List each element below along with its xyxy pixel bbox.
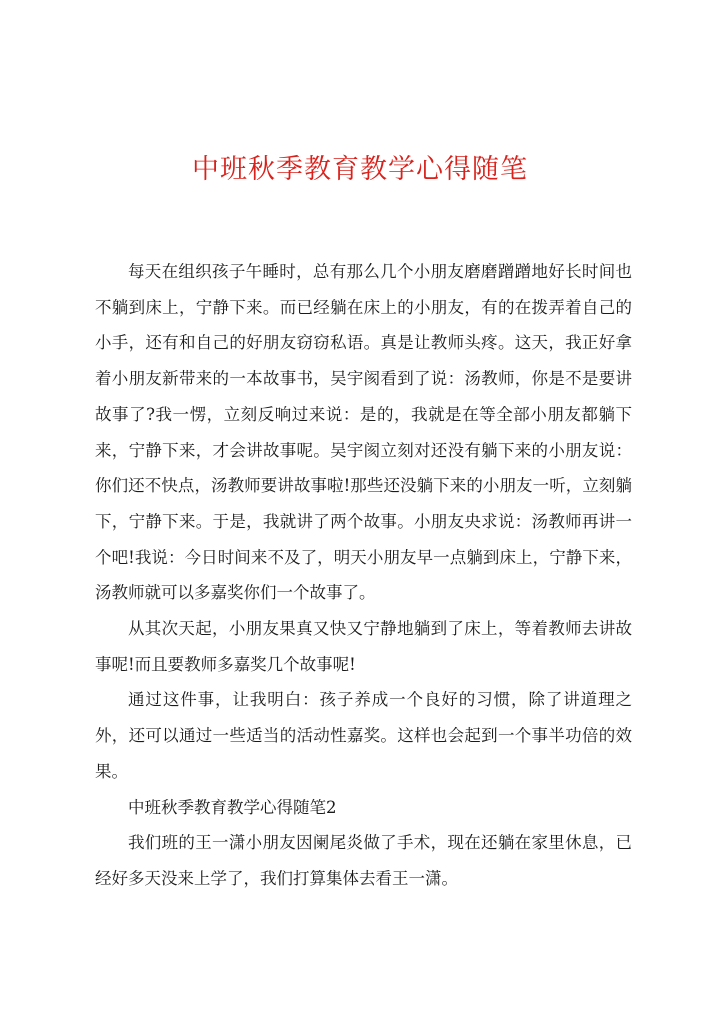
section-heading: 中班秋季教育教学心得随笔2 — [128, 797, 337, 817]
paragraph: 从其次天起，小朋友果真又快又宁静地躺到了床上，等着教师去讲故事呢!而且要教师多嘉奖几个故事呢! — [95, 619, 632, 674]
document-title: 中班秋季教育教学心得随笔 — [192, 154, 528, 185]
paragraph: 我们班的王一潇小朋友因阑尾炎做了手术，现在还躺在家里休息，已经好多天没来上学了，我们打算集体去看王一潇。 — [95, 833, 632, 888]
paragraph: 通过这件事，让我明白：孩子养成一个良好的习惯，除了讲道理之外，还可以通过一些适当的活动性嘉奖。这样也会起到一个事半功倍的效果。 — [95, 690, 632, 781]
document-body — [95, 254, 632, 897]
paragraph: 每天在组织孩子午睡时，总有那么几个小朋友磨磨蹭蹭地好长时间也不躺到床上，宁静下来。而已经躺在床上的小朋友，有的在拨弄着自己的小手，还有和自己的好朋友窃窃私语。真是让教师头疼。这天，我正好拿着小朋友新带来的一本故事书，吴宇阂看到了说：汤教师，你是不是要讲故事了?我一愣，立刻反响过来说：是的，我就是在等全部小朋友都躺下来，宁静下来，才会讲故事呢。吴宇阂立刻对还没有躺下来的小朋友说：你们还不快点，汤教师要讲故事啦!那些还没躺下来的小朋友一听，立刻躺下，宁静下来。于是，我就讲了两个故事。小朋友央求说：汤教师再讲一个吧!我说：今日时间来不及了，明天小朋友早一点躺到床上，宁静下来，汤教师就可以多嘉奖你们一个故事了。 — [95, 262, 632, 603]
